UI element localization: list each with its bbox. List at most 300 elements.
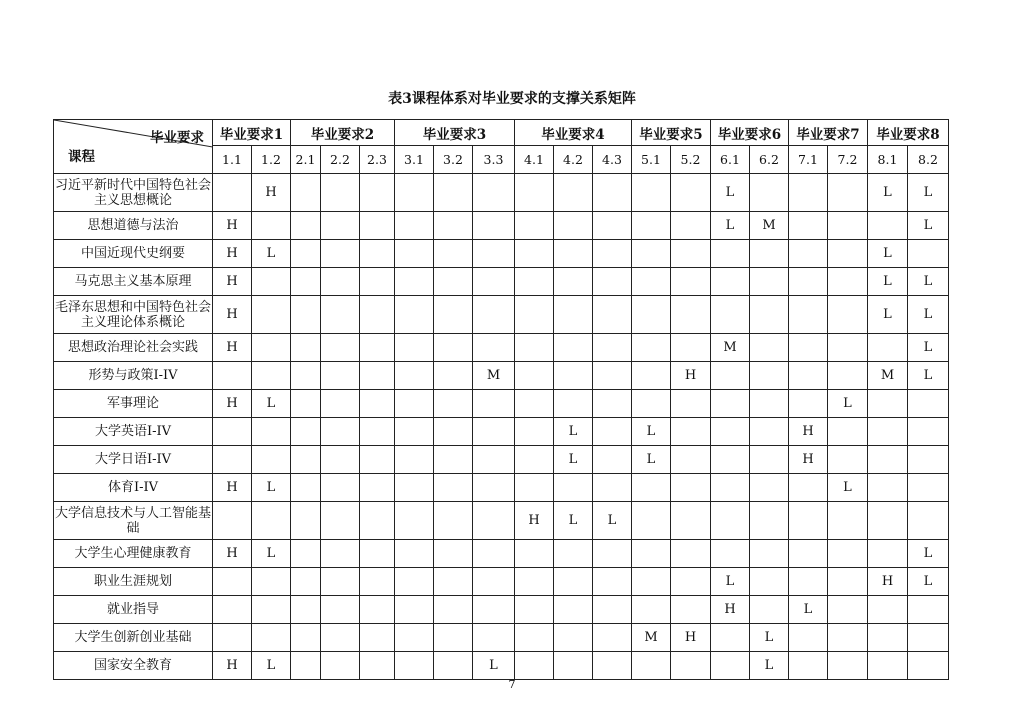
support-level-cell: [395, 240, 434, 268]
support-level-cell: [395, 334, 434, 362]
support-level-cell: L: [828, 474, 868, 502]
support-level-cell: H: [711, 596, 750, 624]
support-level-cell: [711, 502, 750, 540]
requirement-sub-header: 1.1: [213, 146, 252, 174]
support-level-cell: H: [789, 446, 828, 474]
support-level-cell: [593, 174, 632, 212]
support-level-cell: H: [213, 540, 252, 568]
support-level-cell: [395, 652, 434, 680]
support-level-cell: [789, 568, 828, 596]
support-level-cell: [632, 334, 671, 362]
support-level-cell: [711, 390, 750, 418]
support-level-cell: [515, 624, 554, 652]
table-row: [54, 174, 949, 212]
support-level-cell: [252, 268, 291, 296]
support-level-cell: [515, 418, 554, 446]
support-level-cell: [711, 418, 750, 446]
support-level-cell: [434, 596, 473, 624]
requirement-sub-header: 5.1: [632, 146, 671, 174]
support-level-cell: [554, 540, 593, 568]
support-level-cell: [360, 268, 395, 296]
support-level-cell: [321, 474, 360, 502]
support-level-cell: [750, 418, 789, 446]
support-level-cell: [473, 174, 515, 212]
support-level-cell: [473, 390, 515, 418]
support-level-cell: [868, 390, 908, 418]
support-level-cell: L: [554, 446, 593, 474]
support-level-cell: [828, 502, 868, 540]
table-row: [54, 624, 949, 652]
support-level-cell: [711, 624, 750, 652]
support-level-cell: [360, 174, 395, 212]
course-name-cell: 思想道德与法治: [54, 212, 213, 240]
support-level-cell: [671, 268, 711, 296]
support-level-cell: [395, 268, 434, 296]
course-name-cell: 军事理论: [54, 390, 213, 418]
support-level-cell: [750, 502, 789, 540]
support-level-cell: [395, 502, 434, 540]
support-level-cell: L: [554, 418, 593, 446]
support-level-cell: [515, 652, 554, 680]
requirement-group-header: 毕业要求8: [868, 120, 949, 146]
support-level-cell: [554, 624, 593, 652]
support-level-cell: [750, 596, 789, 624]
support-level-cell: [291, 502, 321, 540]
support-level-cell: [789, 390, 828, 418]
support-level-cell: [321, 652, 360, 680]
support-level-cell: M: [750, 212, 789, 240]
support-level-cell: [473, 418, 515, 446]
group-header-row: [54, 120, 949, 146]
support-level-cell: [750, 334, 789, 362]
support-level-cell: [789, 474, 828, 502]
support-level-cell: [434, 446, 473, 474]
support-level-cell: [473, 624, 515, 652]
support-level-cell: [632, 390, 671, 418]
corner-header-cell: [54, 120, 213, 174]
support-level-cell: [671, 390, 711, 418]
support-level-cell: [908, 240, 949, 268]
support-level-cell: [252, 296, 291, 334]
support-level-cell: [473, 474, 515, 502]
support-level-cell: [395, 446, 434, 474]
support-level-cell: [213, 596, 252, 624]
support-level-cell: H: [213, 212, 252, 240]
table-row: [54, 596, 949, 624]
support-level-cell: [252, 418, 291, 446]
support-level-cell: [473, 268, 515, 296]
support-level-cell: [291, 652, 321, 680]
support-level-cell: [434, 540, 473, 568]
support-level-cell: [671, 596, 711, 624]
support-level-cell: [750, 568, 789, 596]
requirement-sub-header: 3.2: [434, 146, 473, 174]
support-level-cell: [868, 418, 908, 446]
support-level-cell: [360, 446, 395, 474]
support-level-cell: L: [908, 212, 949, 240]
support-level-cell: [632, 268, 671, 296]
support-level-cell: [789, 502, 828, 540]
support-level-cell: [434, 474, 473, 502]
support-level-cell: [291, 296, 321, 334]
support-level-cell: [395, 174, 434, 212]
support-level-cell: [868, 212, 908, 240]
support-level-cell: [291, 568, 321, 596]
requirement-sub-header: 6.1: [711, 146, 750, 174]
support-level-cell: [321, 240, 360, 268]
support-level-cell: [868, 474, 908, 502]
support-level-cell: [593, 446, 632, 474]
support-level-cell: [828, 362, 868, 390]
support-level-cell: [868, 596, 908, 624]
support-level-cell: [252, 334, 291, 362]
support-level-cell: [593, 240, 632, 268]
support-level-cell: [252, 568, 291, 596]
table-row: [54, 652, 949, 680]
support-level-cell: [291, 268, 321, 296]
support-level-cell: [360, 652, 395, 680]
support-level-cell: [828, 334, 868, 362]
support-level-cell: [291, 334, 321, 362]
support-level-cell: [291, 390, 321, 418]
support-level-cell: L: [868, 240, 908, 268]
support-level-cell: [593, 568, 632, 596]
support-level-cell: [593, 296, 632, 334]
support-level-cell: M: [473, 362, 515, 390]
support-level-cell: [395, 296, 434, 334]
support-level-cell: H: [213, 334, 252, 362]
support-level-cell: H: [789, 418, 828, 446]
support-level-cell: L: [908, 362, 949, 390]
support-level-cell: [868, 446, 908, 474]
support-level-cell: [434, 334, 473, 362]
requirement-sub-header: 2.1: [291, 146, 321, 174]
support-level-cell: [321, 446, 360, 474]
support-level-cell: H: [213, 268, 252, 296]
support-level-cell: H: [252, 174, 291, 212]
support-level-cell: [434, 240, 473, 268]
support-level-cell: [789, 212, 828, 240]
support-level-cell: [213, 174, 252, 212]
support-level-cell: [593, 652, 632, 680]
support-level-cell: [750, 446, 789, 474]
support-level-cell: [434, 568, 473, 596]
support-level-cell: L: [750, 652, 789, 680]
support-level-cell: [828, 240, 868, 268]
course-name-cell: 大学日语I-IV: [54, 446, 213, 474]
table-row: [54, 474, 949, 502]
course-name-cell: 就业指导: [54, 596, 213, 624]
support-level-cell: [554, 212, 593, 240]
support-level-cell: [828, 652, 868, 680]
support-level-cell: [291, 362, 321, 390]
support-level-cell: [515, 212, 554, 240]
support-level-cell: [828, 268, 868, 296]
support-level-cell: [671, 652, 711, 680]
support-level-cell: [789, 624, 828, 652]
support-level-cell: [554, 652, 593, 680]
support-level-cell: L: [252, 474, 291, 502]
support-level-cell: [593, 624, 632, 652]
support-level-cell: [360, 334, 395, 362]
support-level-cell: [908, 418, 949, 446]
support-level-cell: [632, 212, 671, 240]
support-level-cell: [868, 334, 908, 362]
requirement-group-header: 毕业要求2: [291, 120, 395, 146]
support-level-cell: [434, 624, 473, 652]
requirement-group-header: 毕业要求6: [711, 120, 789, 146]
support-level-cell: [213, 502, 252, 540]
support-level-cell: [671, 568, 711, 596]
support-level-cell: [291, 212, 321, 240]
requirement-sub-header: 3.3: [473, 146, 515, 174]
support-level-cell: [789, 296, 828, 334]
support-level-cell: [632, 296, 671, 334]
support-level-cell: L: [252, 540, 291, 568]
support-level-cell: [908, 446, 949, 474]
support-level-cell: [321, 296, 360, 334]
support-level-cell: [632, 568, 671, 596]
corner-label-requirements: 毕业要求: [150, 130, 204, 146]
support-level-cell: [395, 362, 434, 390]
support-level-cell: L: [908, 174, 949, 212]
support-level-cell: [593, 268, 632, 296]
support-level-cell: [252, 596, 291, 624]
support-level-cell: [868, 502, 908, 540]
support-level-cell: [252, 212, 291, 240]
support-level-cell: [789, 240, 828, 268]
support-level-cell: H: [213, 390, 252, 418]
support-level-cell: [632, 474, 671, 502]
support-level-cell: [291, 540, 321, 568]
support-level-cell: [360, 362, 395, 390]
support-level-cell: [593, 212, 632, 240]
support-level-cell: [671, 502, 711, 540]
support-level-cell: [593, 334, 632, 362]
requirement-sub-header: 6.2: [750, 146, 789, 174]
support-level-cell: [908, 502, 949, 540]
support-level-cell: [515, 240, 554, 268]
support-level-cell: L: [908, 296, 949, 334]
support-level-cell: H: [671, 362, 711, 390]
support-level-cell: [434, 502, 473, 540]
page-number: 7: [508, 678, 516, 691]
support-level-cell: [750, 268, 789, 296]
requirement-sub-header: 2.2: [321, 146, 360, 174]
support-level-cell: [515, 334, 554, 362]
support-level-cell: [554, 474, 593, 502]
support-level-cell: [671, 212, 711, 240]
support-level-cell: L: [750, 624, 789, 652]
support-level-cell: [360, 418, 395, 446]
support-level-cell: M: [632, 624, 671, 652]
support-level-cell: L: [908, 334, 949, 362]
support-level-cell: L: [632, 446, 671, 474]
support-level-cell: [750, 474, 789, 502]
support-level-cell: [434, 362, 473, 390]
support-level-cell: [291, 624, 321, 652]
support-level-cell: [593, 540, 632, 568]
support-level-cell: L: [473, 652, 515, 680]
support-level-cell: [828, 174, 868, 212]
support-level-cell: M: [711, 334, 750, 362]
support-level-cell: L: [252, 652, 291, 680]
requirement-group-header: 毕业要求5: [632, 120, 711, 146]
requirement-group-header: 毕业要求1: [213, 120, 291, 146]
table-row: [54, 296, 949, 334]
corner-label-courses: 课程: [68, 149, 95, 165]
course-name-cell: 马克思主义基本原理: [54, 268, 213, 296]
support-level-cell: [473, 212, 515, 240]
support-level-cell: [554, 390, 593, 418]
support-level-cell: [554, 296, 593, 334]
support-level-cell: [515, 540, 554, 568]
support-level-cell: [750, 362, 789, 390]
requirement-group-header: 毕业要求7: [789, 120, 868, 146]
support-level-cell: [473, 502, 515, 540]
requirement-group-header: 毕业要求3: [395, 120, 515, 146]
support-level-cell: [554, 268, 593, 296]
support-level-cell: [434, 268, 473, 296]
support-level-cell: [671, 446, 711, 474]
support-level-cell: [360, 596, 395, 624]
support-level-cell: [473, 568, 515, 596]
support-level-cell: [789, 362, 828, 390]
support-level-cell: [750, 296, 789, 334]
support-level-cell: [213, 362, 252, 390]
table-row: [54, 240, 949, 268]
support-level-cell: [395, 418, 434, 446]
support-level-cell: [868, 624, 908, 652]
support-level-cell: [434, 174, 473, 212]
support-level-cell: [434, 390, 473, 418]
support-level-cell: [321, 362, 360, 390]
support-level-cell: [789, 540, 828, 568]
support-level-cell: L: [711, 568, 750, 596]
support-level-cell: [321, 268, 360, 296]
support-level-cell: [711, 362, 750, 390]
support-level-cell: [671, 418, 711, 446]
course-name-cell: 大学英语I-IV: [54, 418, 213, 446]
requirement-sub-header: 7.2: [828, 146, 868, 174]
support-level-cell: L: [828, 390, 868, 418]
support-level-cell: [252, 624, 291, 652]
support-level-cell: L: [632, 418, 671, 446]
support-level-cell: [828, 624, 868, 652]
requirement-sub-header: 4.2: [554, 146, 593, 174]
support-level-cell: [321, 334, 360, 362]
support-level-cell: [554, 568, 593, 596]
requirement-sub-header: 7.1: [789, 146, 828, 174]
support-level-cell: [632, 362, 671, 390]
course-name-cell: 大学生心理健康教育: [54, 540, 213, 568]
support-level-cell: [360, 296, 395, 334]
support-level-cell: [473, 446, 515, 474]
support-level-cell: [554, 334, 593, 362]
requirement-sub-header: 3.1: [395, 146, 434, 174]
support-level-cell: [395, 540, 434, 568]
support-level-cell: [908, 624, 949, 652]
support-level-cell: L: [868, 174, 908, 212]
support-level-cell: L: [908, 540, 949, 568]
support-level-cell: [711, 446, 750, 474]
support-level-cell: [321, 502, 360, 540]
support-level-cell: H: [515, 502, 554, 540]
support-level-cell: [360, 502, 395, 540]
course-name-cell: 中国近现代史纲要: [54, 240, 213, 268]
support-level-cell: [711, 240, 750, 268]
support-level-cell: [671, 174, 711, 212]
support-level-cell: L: [252, 390, 291, 418]
support-level-cell: [515, 596, 554, 624]
support-level-cell: [593, 418, 632, 446]
support-level-cell: [828, 212, 868, 240]
table-row: [54, 446, 949, 474]
support-level-cell: [473, 540, 515, 568]
support-level-cell: [395, 390, 434, 418]
table-row: [54, 418, 949, 446]
requirement-sub-header: 4.1: [515, 146, 554, 174]
support-level-cell: [711, 474, 750, 502]
support-level-cell: [711, 540, 750, 568]
requirement-sub-header: 2.3: [360, 146, 395, 174]
course-name-cell: 习近平新时代中国特色社会主义思想概论: [54, 174, 213, 212]
support-level-cell: [671, 334, 711, 362]
support-level-cell: L: [252, 240, 291, 268]
support-level-cell: [868, 540, 908, 568]
support-level-cell: [473, 596, 515, 624]
support-level-cell: [632, 240, 671, 268]
course-name-cell: 职业生涯规划: [54, 568, 213, 596]
support-level-cell: [750, 390, 789, 418]
support-level-cell: [515, 174, 554, 212]
support-level-cell: [321, 568, 360, 596]
support-level-cell: L: [868, 296, 908, 334]
support-level-cell: H: [868, 568, 908, 596]
support-level-cell: [473, 240, 515, 268]
table-row: [54, 268, 949, 296]
support-level-cell: [213, 624, 252, 652]
support-level-cell: [828, 446, 868, 474]
table-row: [54, 502, 949, 540]
support-level-cell: [321, 624, 360, 652]
support-level-cell: [252, 362, 291, 390]
support-level-cell: [321, 540, 360, 568]
requirement-sub-header: 4.3: [593, 146, 632, 174]
support-level-cell: [473, 296, 515, 334]
course-name-cell: 大学生创新创业基础: [54, 624, 213, 652]
support-level-cell: L: [908, 268, 949, 296]
support-level-cell: L: [789, 596, 828, 624]
support-level-cell: [434, 296, 473, 334]
support-level-cell: [828, 540, 868, 568]
support-level-cell: [360, 568, 395, 596]
support-level-cell: [515, 390, 554, 418]
support-level-cell: L: [593, 502, 632, 540]
support-level-cell: [671, 240, 711, 268]
support-level-cell: H: [213, 296, 252, 334]
support-level-cell: [554, 174, 593, 212]
support-level-cell: [515, 268, 554, 296]
support-level-cell: [360, 390, 395, 418]
support-level-cell: [434, 418, 473, 446]
requirement-sub-header: 1.2: [252, 146, 291, 174]
support-level-cell: [632, 540, 671, 568]
support-level-cell: [593, 474, 632, 502]
support-level-cell: [632, 502, 671, 540]
requirement-sub-header: 5.2: [671, 146, 711, 174]
table-row: [54, 334, 949, 362]
